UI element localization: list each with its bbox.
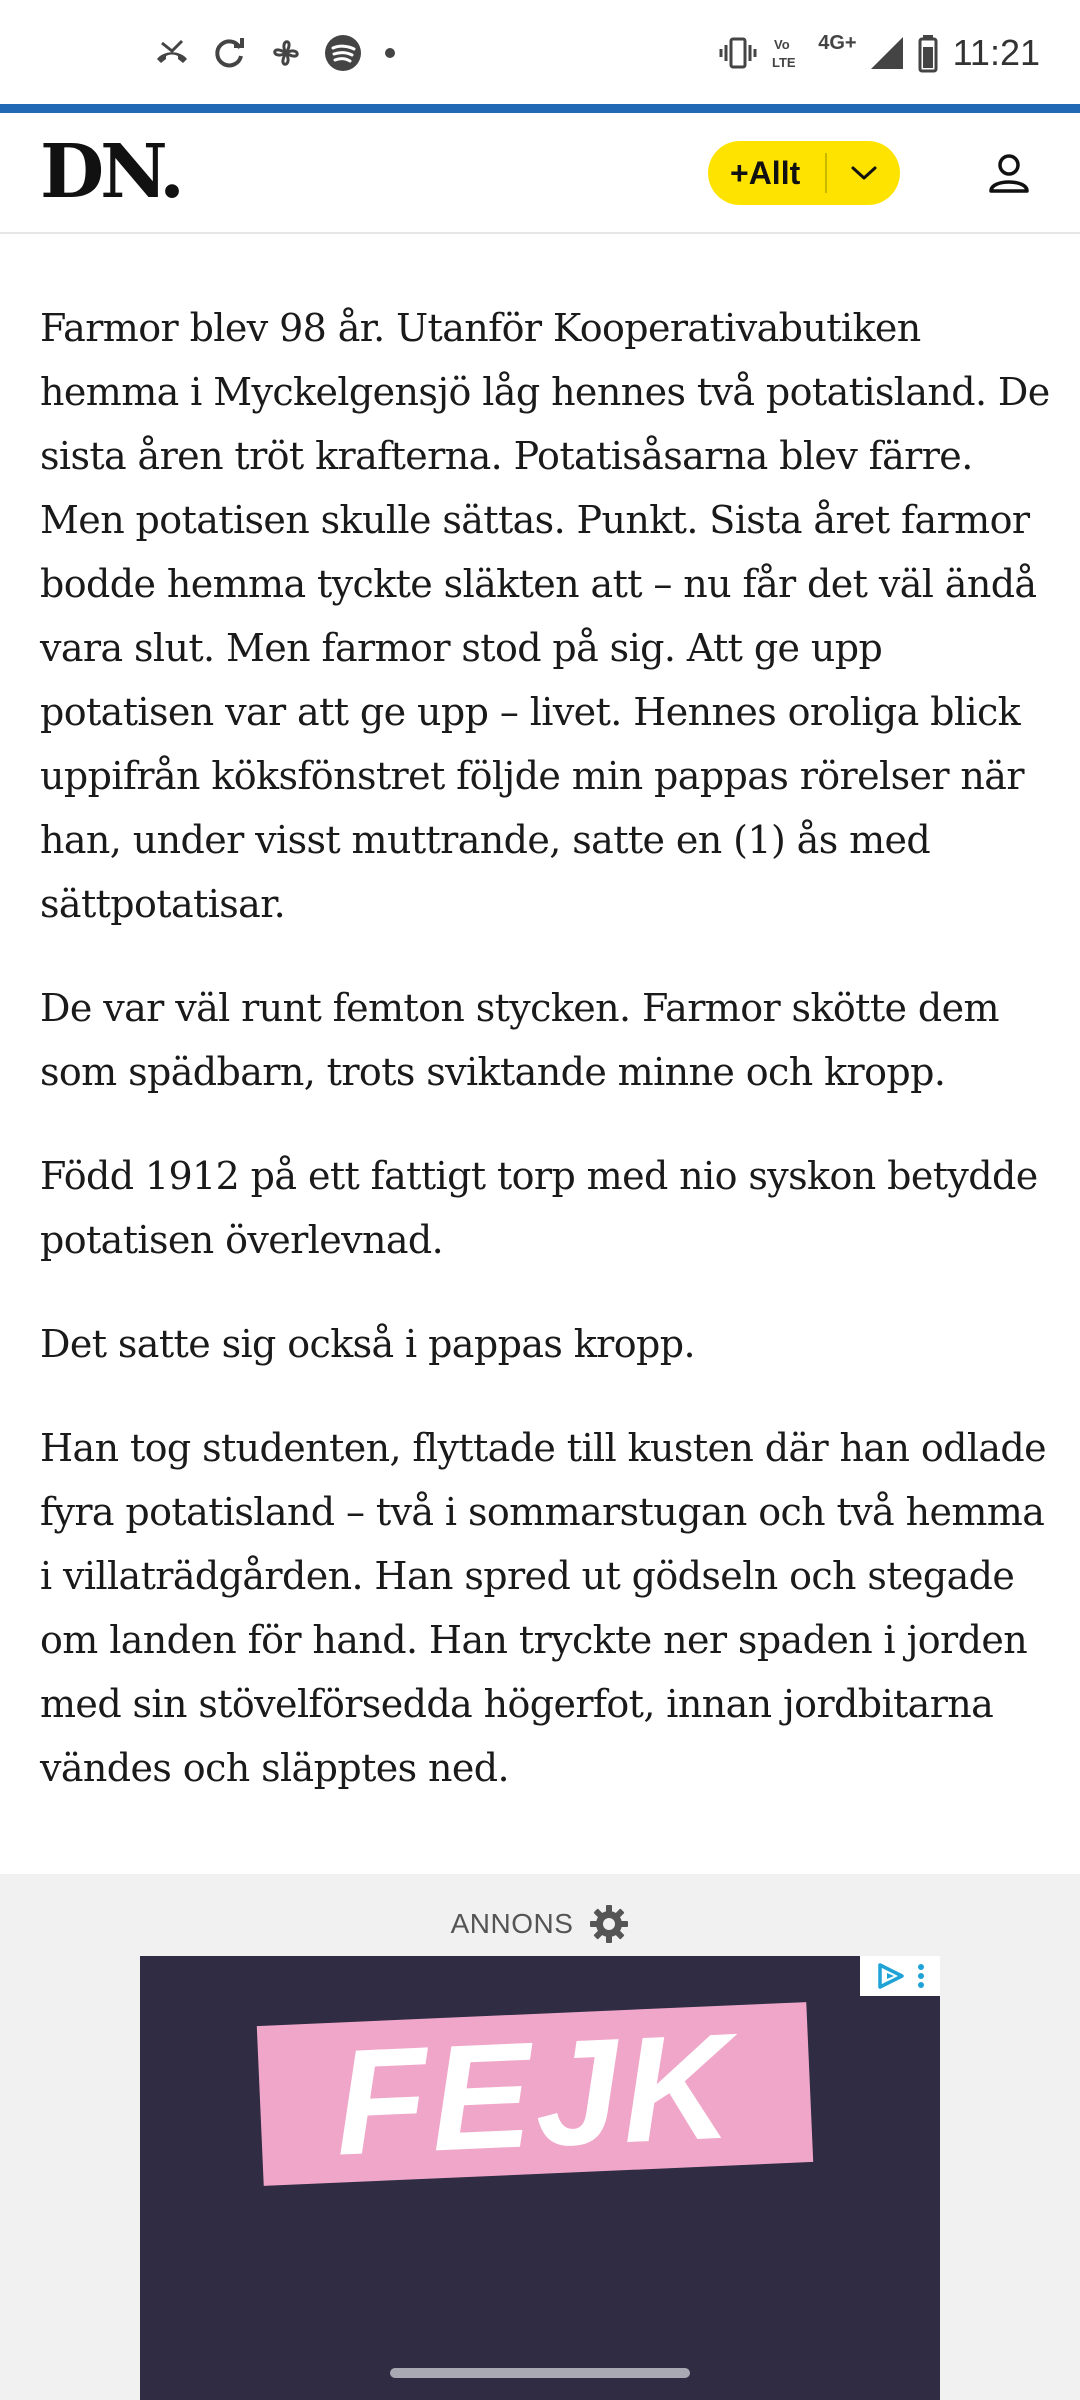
user-icon[interactable]	[986, 151, 1032, 197]
network-type: 4G+	[818, 32, 857, 54]
app-header	[0, 113, 1080, 234]
ad-headline: FEJK	[331, 2001, 739, 2187]
allt-label[interactable]: +Allt	[730, 154, 801, 191]
allt-button[interactable]	[708, 141, 900, 205]
dn-logo[interactable]: DN.	[40, 129, 181, 215]
gear-icon[interactable]	[589, 1904, 629, 1944]
status-bar	[0, 0, 1080, 104]
sync-icon	[210, 34, 248, 72]
pinwheel-icon	[266, 33, 306, 73]
vibrate-icon	[718, 33, 758, 73]
volte-icon	[770, 33, 806, 73]
status-notification-icons	[152, 30, 400, 76]
svg-text:LTE: LTE	[772, 55, 796, 70]
ad-label: ANNONS	[450, 1908, 574, 1939]
ad-label-row	[0, 1894, 1080, 1954]
spotify-icon	[324, 34, 362, 72]
article-body	[40, 296, 1050, 1840]
ad-section	[0, 1874, 1080, 2400]
chevron-down-icon[interactable]	[827, 164, 900, 182]
clock: 11:21	[952, 32, 1040, 73]
article-paragraph: Han tog studenten, flyttade till kusten där han odlade fyra potatisland – två i sommarstugan och två hemma i villaträdgården. Han spred ut gödseln och stegade om landen för hand. Han tryckte ner spaden i jorden med sin stövelförsedda högerfot, innan jordbitarna vändes och släpptes ned.	[40, 1426, 1047, 1790]
article-paragraph: Född 1912 på ett fattigt torp med nio syskon betydde potatisen överlevnad.	[40, 1154, 1038, 1262]
article-paragraph: De var väl runt femton stycken. Farmor skötte dem som spädbarn, trots sviktande minne och kropp.	[40, 986, 999, 1094]
article-paragraph: Det satte sig också i pappas kropp.	[40, 1322, 695, 1366]
dot-icon	[380, 43, 400, 63]
ad-banner[interactable]	[140, 1956, 940, 2400]
missed-call-icon	[152, 33, 192, 73]
svg-text:Vo: Vo	[774, 37, 790, 52]
home-indicator[interactable]	[390, 2368, 690, 2378]
brand-accent-bar	[0, 104, 1080, 113]
adchoices-icon[interactable]	[860, 1956, 940, 1996]
status-system-icons	[718, 30, 1040, 76]
battery-icon	[917, 33, 941, 73]
article-paragraph: Farmor blev 98 år. Utanför Kooperativabutiken hemma i Myckelgensjö låg hennes två potatisland. De sista åren tröt krafterna. Potatisåsarna blev färre. Men potatisen skulle sättas. Punkt. Sista året farmor bodde hemma tyckte släkten att – nu får det väl ändå vara slut. Men farmor stod på sig. Att ge upp potatisen var att ge upp – livet. Hennes oroliga blick uppifrån köksfönstret följde min pappas rörelser när han, under visst muttrande, satte en (1) ås med sättpotatisar.	[40, 306, 1050, 926]
ad-headline-card	[257, 2002, 813, 2186]
signal-icon	[869, 35, 905, 71]
